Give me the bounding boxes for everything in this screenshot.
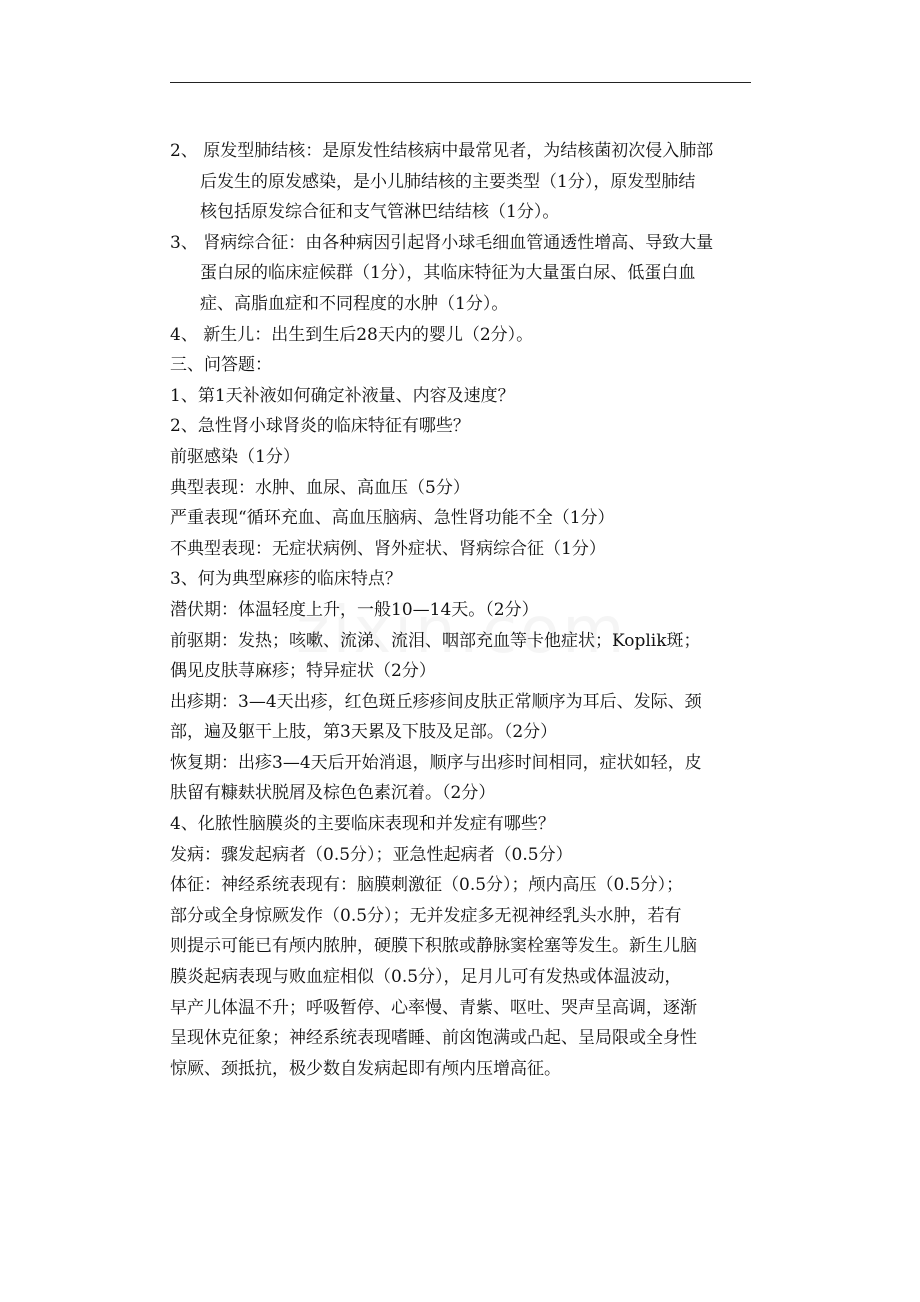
answer-2-line-2: 典型表现：水肿、血尿、高血压（5分） (170, 477, 470, 498)
definition-item-2-line-2: 后发生的原发感染，是小儿肺结核的主要类型（1分），原发型肺结 (200, 171, 696, 192)
answer-4-line-2: 体征：神经系统表现有：脑膜刺激征（0.5分）；颅内高压（0.5分）； (170, 875, 684, 896)
answer-3-line-5: 部，遍及躯干上肢，第3天累及下肢及足部。（2分） (170, 722, 558, 743)
question-2: 2、急性肾小球肾炎的临床特征有哪些？ (170, 416, 470, 437)
answer-3-line-7: 肤留有糠麸状脱屑及棕色色素沉着。（2分） (170, 783, 496, 804)
answer-3-line-1: 潜伏期：体温轻度上升，一般10—14天。（2分） (170, 599, 539, 620)
answer-2-line-3: 严重表现“循环充血、高血压脑病、急性肾功能不全（1分） (170, 508, 615, 529)
question-3: 3、何为典型麻疹的临床特点？ (170, 569, 402, 590)
definition-item-4: 4、 新生儿：出生到生后28天内的婴儿（2分）。 (170, 324, 534, 345)
answer-4-line-3: 部分或全身惊厥发作（0.5分）；无并发症多无视神经乳头水肿，若有 (170, 905, 682, 926)
section-heading: 三、问答题： (170, 355, 272, 376)
answer-4-line-5: 膜炎起病表现与败血症相似（0.5分），足月儿可有发热或体温波动， (170, 967, 682, 988)
definition-item-3-line-1: 3、 肾病综合征：由各种病因引起肾小球毛细血管通透性增高、导致大量 (170, 232, 714, 253)
answer-4-line-7: 呈现休克征象；神经系统表现嗜睡、前囟饱满或凸起、呈局限或全身性 (170, 1028, 697, 1049)
definition-item-2-line-3: 核包括原发综合征和支气管淋巴结结核（1分）。 (200, 202, 560, 223)
definition-item-3-line-3: 症、高脂血症和不同程度的水肿（1分）。 (200, 293, 509, 314)
answer-3-line-6: 恢复期：出疹3—4天后开始消退，顺序与出疹时间相同，症状如轻，皮 (170, 752, 702, 773)
definition-item-3-line-2: 蛋白尿的临床症候群（1分），其临床特征为大量蛋白尿、低蛋白血 (200, 263, 696, 284)
answer-3-line-4: 出疹期：3—4天出疹，红色斑丘疹疹间皮肤正常顺序为耳后、发际、颈 (170, 691, 702, 712)
answer-4-line-4: 则提示可能已有颅内脓肿，硬膜下积脓或静脉窦栓塞等发生。新生儿脑 (170, 936, 697, 957)
document-body (170, 136, 754, 1084)
answer-4-line-1: 发病：骤发起病者（0.5分）；亚急性起病者（0.5分） (170, 844, 573, 865)
definition-item-2-line-1: 2、 原发型肺结核：是原发性结核病中最常见者，为结核菌初次侵入肺部 (170, 141, 714, 161)
answer-4-line-6: 早产儿体温不升；呼吸暂停、心率慢、青紫、呕吐、哭声呈高调，逐渐 (170, 997, 697, 1018)
answer-3-line-3: 偶见皮肤荨麻疹；特异症状（2分） (170, 661, 436, 682)
answer-4-line-8: 惊厥、颈抵抗，极少数自发病起即有颅内压增高征。 (170, 1058, 561, 1079)
question-4: 4、化脓性脑膜炎的主要临床表现和并发症有哪些？ (170, 814, 555, 835)
question-1: 1、第1天补液如何确定补液量、内容及速度？ (170, 385, 515, 406)
header-rule (170, 82, 751, 83)
answer-2-line-4: 不典型表现：无症状病例、肾外症状、肾病综合征（1分） (170, 538, 606, 559)
answer-3-line-2: 前驱期：发热；咳嗽、流涕、流泪、咽部充血等卡他症状；Koplik斑； (170, 630, 701, 651)
answer-2-line-1: 前驱感染（1分） (170, 446, 300, 467)
